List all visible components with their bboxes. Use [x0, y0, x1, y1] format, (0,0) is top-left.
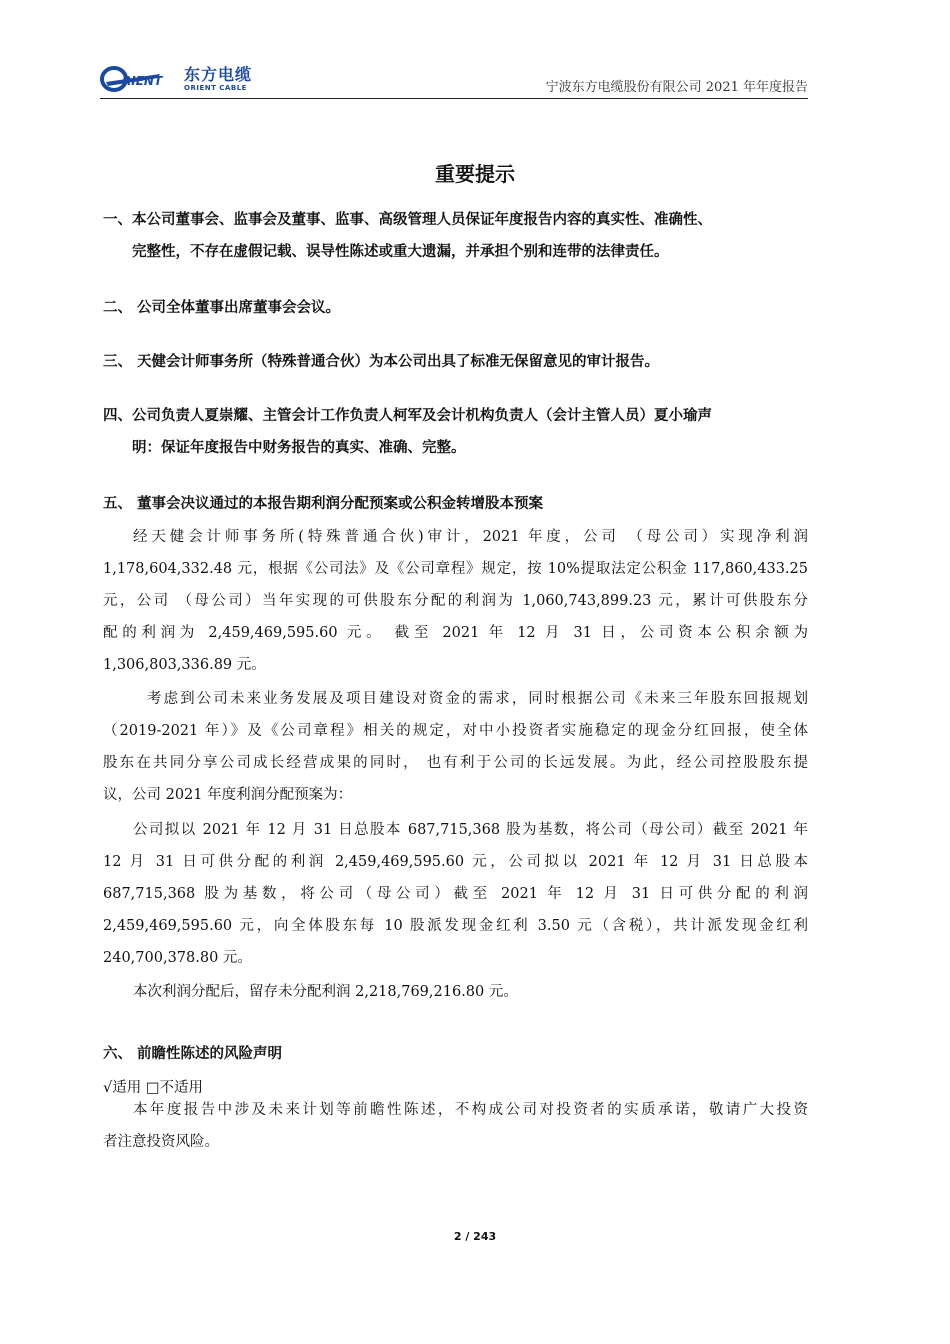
section-6 — [103, 1038, 808, 1070]
report-title: 宁波东方电缆股份有限公司 2021 年年度报告 — [545, 80, 808, 95]
paragraph-line: 者注意投资风险。 — [103, 1134, 219, 1150]
page-title: 重要提示 — [435, 162, 515, 186]
paragraph-line: 240,700,378.80 元。 — [103, 950, 252, 966]
paragraph-line: 考虑到公司未来业务发展及项目建设对资金的需求，同时根据公司《未来三年股东回报规划 — [147, 691, 808, 707]
paragraph-line: 经天健会计师事务所(特殊普通合伙)审计，2021 年度，公司 （母公司）实现净利润 — [133, 529, 808, 545]
section-1 — [103, 204, 808, 268]
company-logo — [100, 64, 252, 94]
section-5 — [103, 488, 808, 520]
section-5-heading: 五、 董事会决议通过的本报告期利润分配预案或公积金转增股本预案 — [103, 496, 544, 512]
paragraph-line: 1,306,803,336.89 元。 — [103, 657, 266, 673]
paragraph-plan — [103, 683, 808, 811]
paragraph-line: 2,459,469,595.60 元，向全体股东每 10 股派发现金红利 3.50 元（含税），共计派发现金红利 — [103, 918, 808, 934]
section-3 — [103, 346, 808, 378]
paragraph-retained — [103, 976, 808, 1008]
section-4 — [103, 400, 808, 464]
paragraph-line: 687,715,368 股为基数，将公司（母公司）截至 2021 年 12 月 31 日可供分配的利润 — [103, 886, 808, 902]
paragraph-line: 本年度报告中涉及未来计划等前瞻性陈述，不构成公司对投资者的实质承诺，敬请广大投资 — [133, 1102, 808, 1118]
section-3-line: 三、 天健会计师事务所（特殊普通合伙）为本公司出具了标准无保留意见的审计报告。 — [103, 354, 660, 370]
paragraph-audit — [103, 521, 808, 681]
paragraph-line: 公司拟以 2021 年 12 月 31 日总股本 687,715,368 股为基数，将公司（母公司）截至 2021 年 — [133, 822, 808, 838]
page-header — [100, 62, 808, 99]
section-4-line: 明：保证年度报告中财务报告的真实、准确、完整。 — [132, 440, 466, 456]
section-1-line: 完整性，不存在虚假记载、误导性陈述或重大遗漏，并承担个别和连带的法律责任。 — [132, 244, 669, 260]
paragraph-line: 12 月 31 日可供分配的利润 2,459,469,595.60 元，公司拟以 2021 年 12 月 31 日总股本 — [103, 854, 808, 870]
section-2-line: 二、 公司全体董事出席董事会会议。 — [103, 300, 341, 316]
paragraph-line: 1,178,604,332.48 元，根据《公司法》及《公司章程》规定，按 10%提取法定公积金 117,860,433.25 — [103, 561, 808, 577]
section-1-line: 一、本公司董事会、监事会及董事、监事、高级管理人员保证年度报告内容的真实性、准确性、 — [103, 212, 712, 228]
paragraph-line: 元，公司 （母公司）当年实现的可供股东分配的利润为 1,060,743,899.23 元，累计可供股东分 — [103, 593, 808, 609]
paragraph-line: （2019-2021 年）》及《公司章程》相关的规定，对中小投资者实施稳定的现金分红回报，使全体 — [103, 723, 808, 739]
logo-cn-text: 东方电缆 — [184, 64, 253, 84]
paragraph-risk — [103, 1094, 808, 1158]
applicability-checkbox: √适用 □不适用 — [103, 1080, 204, 1096]
svg-text:RIENT: RIENT — [122, 74, 163, 88]
paragraph-line: 配的利润为 2,459,469,595.60 元。 截至 2021 年 12 月 31 日，公司资本公积余额为 — [103, 625, 808, 641]
logo-en-text: ORIENT CABLE — [184, 83, 247, 92]
paragraph-line: 股东在共同分享公司成长经营成果的同时， 也有利于公司的长远发展。为此，经公司控股股东提 — [103, 755, 808, 771]
section-6-heading: 六、 前瞻性陈述的风险声明 — [103, 1046, 283, 1062]
orient-logo-icon — [100, 64, 180, 94]
paragraph-line: 议，公司 2021 年度利润分配预案为： — [103, 787, 353, 803]
page-number: 2 / 243 — [453, 1230, 497, 1243]
paragraph-line: 本次利润分配后，留存未分配利润 2,218,769,216.80 元。 — [133, 984, 518, 1000]
section-4-line: 四、公司负责人夏崇耀、主管会计工作负责人柯军及会计机构负责人（会计主管人员）夏小瑜声 — [103, 408, 712, 424]
section-2 — [103, 292, 808, 324]
paragraph-dividend — [103, 814, 808, 974]
